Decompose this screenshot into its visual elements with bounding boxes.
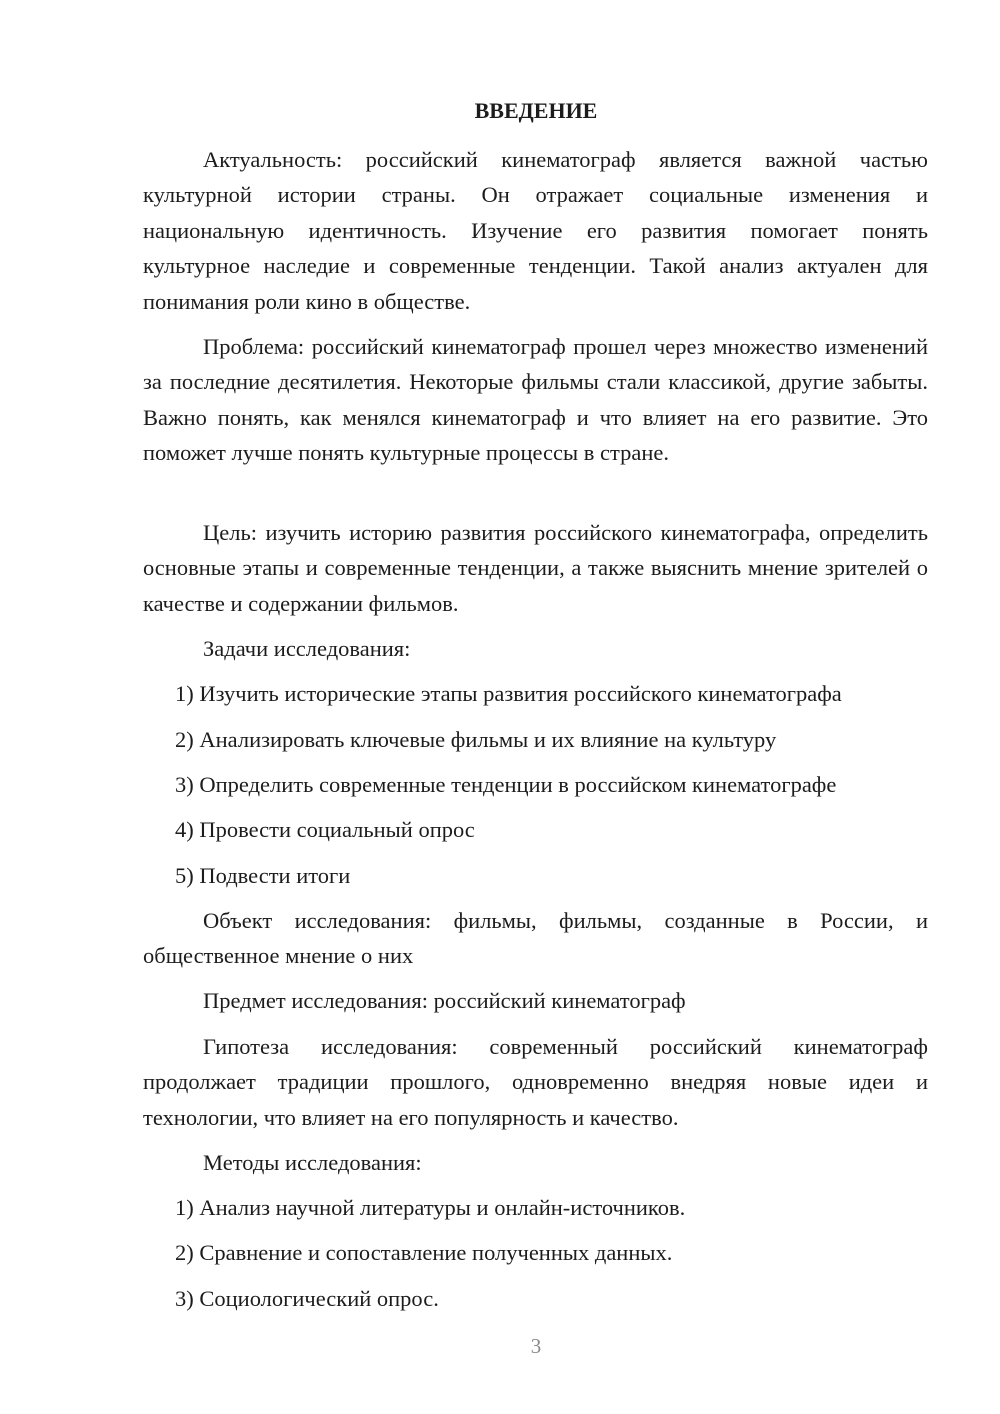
page-title: ВВЕДЕНИЕ [474,98,598,123]
goal-paragraph: Цель: изучить историю развития российского кинематографа, определить основные этапы и современные тенденции, а также выяснить мнение зрителей о качестве и содержании фильмов. [143,520,928,616]
task-item-5: 5) Подвести итоги [175,863,351,888]
hypothesis-paragraph: Гипотеза исследования: современный российский кинематограф продолжает традиции прошлого, одновременно внедряя новые идеи и технологии, что влияет на его популярность и качество. [143,1034,928,1130]
task-item-3: 3) Определить современные тенденции в российском кинематографе [175,772,837,797]
tasks-label: Задачи исследования: [203,636,411,661]
task-item-2: 2) Анализировать ключевые фильмы и их влияние на культуру [175,727,777,752]
relevance-paragraph: Актуальность: российский кинематограф является важной частью культурной истории страны. Он отражает социальные изменения и национальную идентичность. Изучение его развития помогает понять культурное наследие и современные тенденции. Такой анализ актуален для понимания роли кино в обществе. [143,147,928,314]
page-number: 3 [530,1334,542,1358]
object-paragraph: Объект исследования: фильмы, фильмы, созданные в России, и общественное мнение о них [143,908,928,969]
subject-paragraph: Предмет исследования: российский кинематограф [203,988,686,1013]
task-item-4: 4) Провести социальный опрос [175,817,475,842]
method-item-2: 2) Сравнение и сопоставление полученных данных. [175,1240,673,1265]
problem-paragraph: Проблема: российский кинематограф прошел через множество изменений за последние десятилетия. Некоторые фильмы стали классикой, другие забыты. Важно понять, как менялся кинематограф и что влияет на его развитие. Это поможет лучше понять культурные процессы в стране. [143,334,928,466]
method-item-3: 3) Социологический опрос. [175,1286,439,1311]
methods-label: Методы исследования: [203,1150,422,1175]
method-item-1: 1) Анализ научной литературы и онлайн-источников. [175,1195,686,1220]
task-item-1: 1) Изучить исторические этапы развития российского кинематографа [175,681,842,706]
